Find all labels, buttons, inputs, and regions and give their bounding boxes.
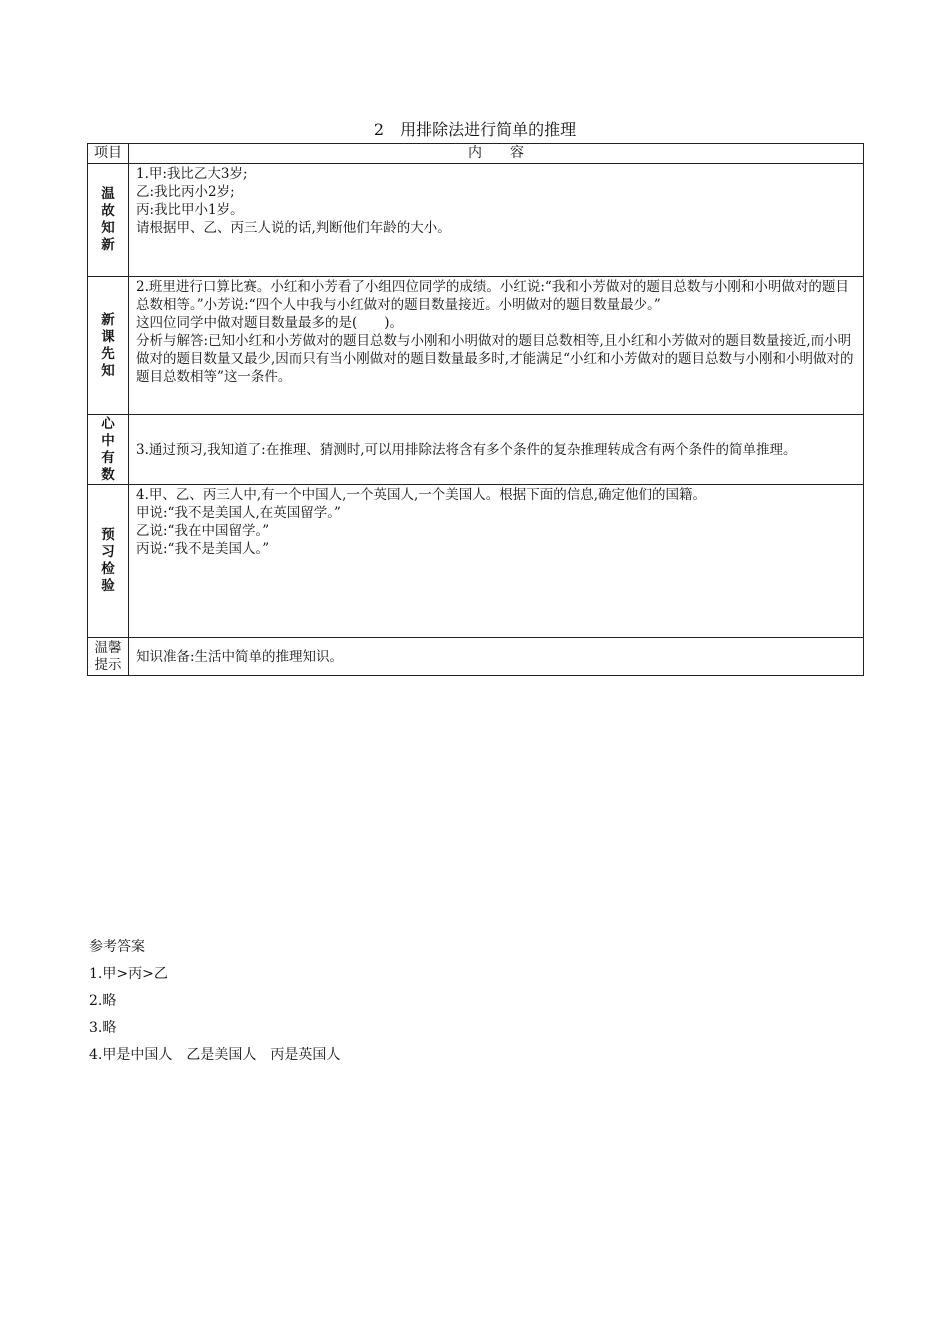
table-header-row <box>88 144 864 164</box>
content-line: 2.班里进行口算比赛。小红和小芳看了小组四位同学的成绩。小红说:“我和小芳做对的题目总数与小刚和小明做对的题目总数相等。”小芳说:“四个人中我与小红做对的题目数量接近。小明做对的题目数量最少。” <box>136 279 849 313</box>
table-row-mind <box>88 415 864 485</box>
row-label-check: 预习检验 <box>88 485 129 638</box>
content-line: 3.通过预习,我知道了:在推理、猜测时,可以用排除法将含有多个条件的复杂推理转成含有两个条件的简单推理。 <box>136 442 797 458</box>
table-row-review <box>88 164 864 277</box>
row-content-check <box>129 485 864 638</box>
row-label-review: 温故知新 <box>88 164 129 277</box>
table-row-preview <box>88 277 864 415</box>
row-label-preview: 新课先知 <box>88 277 129 415</box>
content-line: 1.甲:我比乙大3岁; <box>136 166 248 182</box>
content-line: 请根据甲、乙、丙三人说的话,判断他们年龄的大小。 <box>136 220 451 236</box>
answer-item: 3.略 <box>89 1020 117 1036</box>
content-line: 丙:我比甲小1岁。 <box>136 202 244 218</box>
table-row-check <box>88 485 864 638</box>
header-content: 内 容 <box>129 144 864 164</box>
row-content-review <box>129 164 864 277</box>
answer-section <box>89 934 340 1069</box>
row-label-tip: 温馨提示 <box>88 638 129 676</box>
content-line: 乙说:“我在中国留学。” <box>136 523 270 539</box>
row-content-tip <box>129 638 864 676</box>
row-content-preview <box>129 277 864 415</box>
page-title: 2 用排除法进行简单的推理 <box>373 120 577 139</box>
study-table <box>87 143 864 676</box>
answer-heading: 参考答案 <box>89 939 145 955</box>
answer-item: 2.略 <box>89 993 117 1009</box>
content-line: 乙:我比丙小2岁; <box>136 184 235 200</box>
header-item: 项目 <box>88 144 129 164</box>
content-line: 4.甲、乙、丙三人中,有一个中国人,一个英国人,一个美国人。根据下面的信息,确定他们的国籍。 <box>136 487 707 503</box>
content-line: 这四位同学中做对题目数量最多的是( )。 <box>136 315 404 331</box>
answer-item: 1.甲>丙>乙 <box>89 966 168 982</box>
content-line: 分析与解答:已知小红和小芳做对的题目总数与小刚和小明做对的题目总数相等,且小红和小芳做对的题目数量接近,而小明做对的题目数量又最少,因而只有当小刚做对的题目数量最多时,才能满足“小红和小芳做对的题目总数与小刚和小明做对的题目总数相等”这一条件。 <box>136 333 854 385</box>
content-line: 知识准备:生活中简单的推理知识。 <box>136 649 344 665</box>
answer-item: 4.甲是中国人 乙是美国人 丙是英国人 <box>89 1047 341 1063</box>
content-line: 丙说:“我不是美国人。” <box>136 541 270 557</box>
row-label-mind: 心中有数 <box>88 415 129 485</box>
table-row-tip <box>88 638 864 676</box>
content-line: 甲说:“我不是美国人,在英国留学。” <box>136 505 341 521</box>
row-content-mind <box>129 415 864 485</box>
